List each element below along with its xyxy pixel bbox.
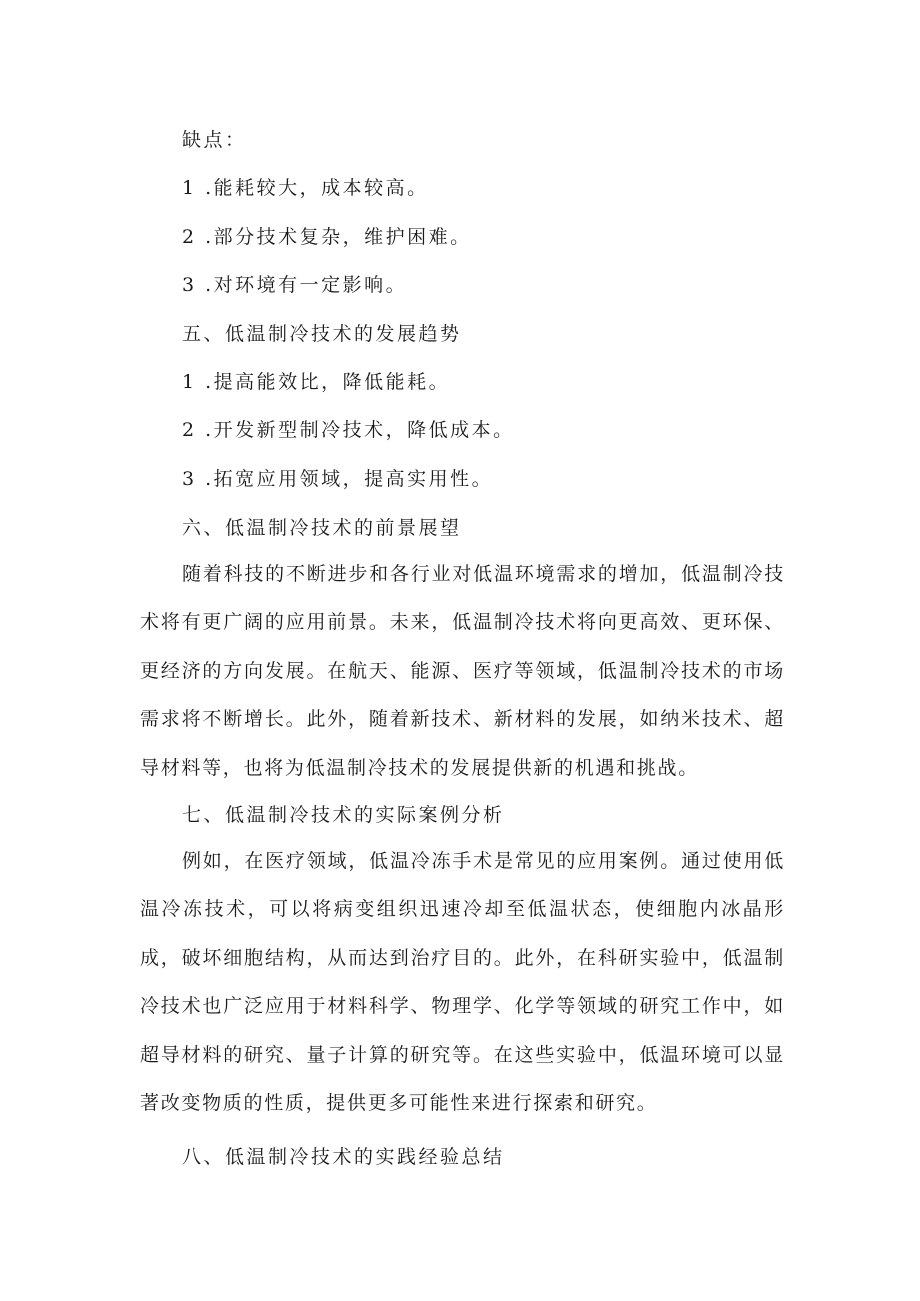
trend-item-1: 1 .提高能效比，降低能耗。	[182, 371, 451, 393]
section-8-heading: 八、低温制冷技术的实践经验总结	[182, 1146, 505, 1168]
trend-item-3: 3 .拓宽应用领域，提高实用性。	[182, 468, 494, 490]
cons-item-3: 3 .对环境有一定影响。	[182, 274, 408, 296]
section-5-heading: 五、低温制冷技术的发展趋势	[182, 323, 462, 345]
cons-item-1: 1 .能耗较大，成本较高。	[182, 177, 429, 199]
trend-item-2: 2 .开发新型制冷技术，降低成本。	[182, 419, 515, 441]
section-7-heading: 七、低温制冷技术的实际案例分析	[182, 804, 505, 826]
cons-item-2: 2 .部分技术复杂，维护困难。	[182, 226, 472, 248]
section-6-paragraph: 随着科技的不断进步和各行业对低温环境需求的增加，低温制冷技术将有更广阔的应用前景。未来，低温制冷技术将向更高效、更环保、更经济的方向发展。在航天、能源、医疗等领域，低温制冷技术的市场需求将不断增长。此外，随着新技术、新材料的发展，如纳米技术、超导材料等，也将为低温制冷技术的发展提供新的机遇和挑战。	[140, 563, 785, 779]
section-7-paragraph: 例如，在医疗领域，低温冷冻手术是常见的应用案例。通过使用低温冷冻技术，可以将病变组织迅速冷却至低温状态，使细胞内冰晶形成，破坏细胞结构，从而达到治疗目的。此外，在科研实验中，低温制冷技术也广泛应用于材料科学、物理学、化学等领域的研究工作中，如超导材料的研究、量子计算的研究等。在这些实验中，低温环境可以显著改变物质的性质，提供更多可能性来进行探索和研究。	[140, 850, 785, 1115]
cons-heading: 缺点：	[182, 129, 247, 151]
section-6-heading: 六、低温制冷技术的前景展望	[182, 517, 462, 539]
